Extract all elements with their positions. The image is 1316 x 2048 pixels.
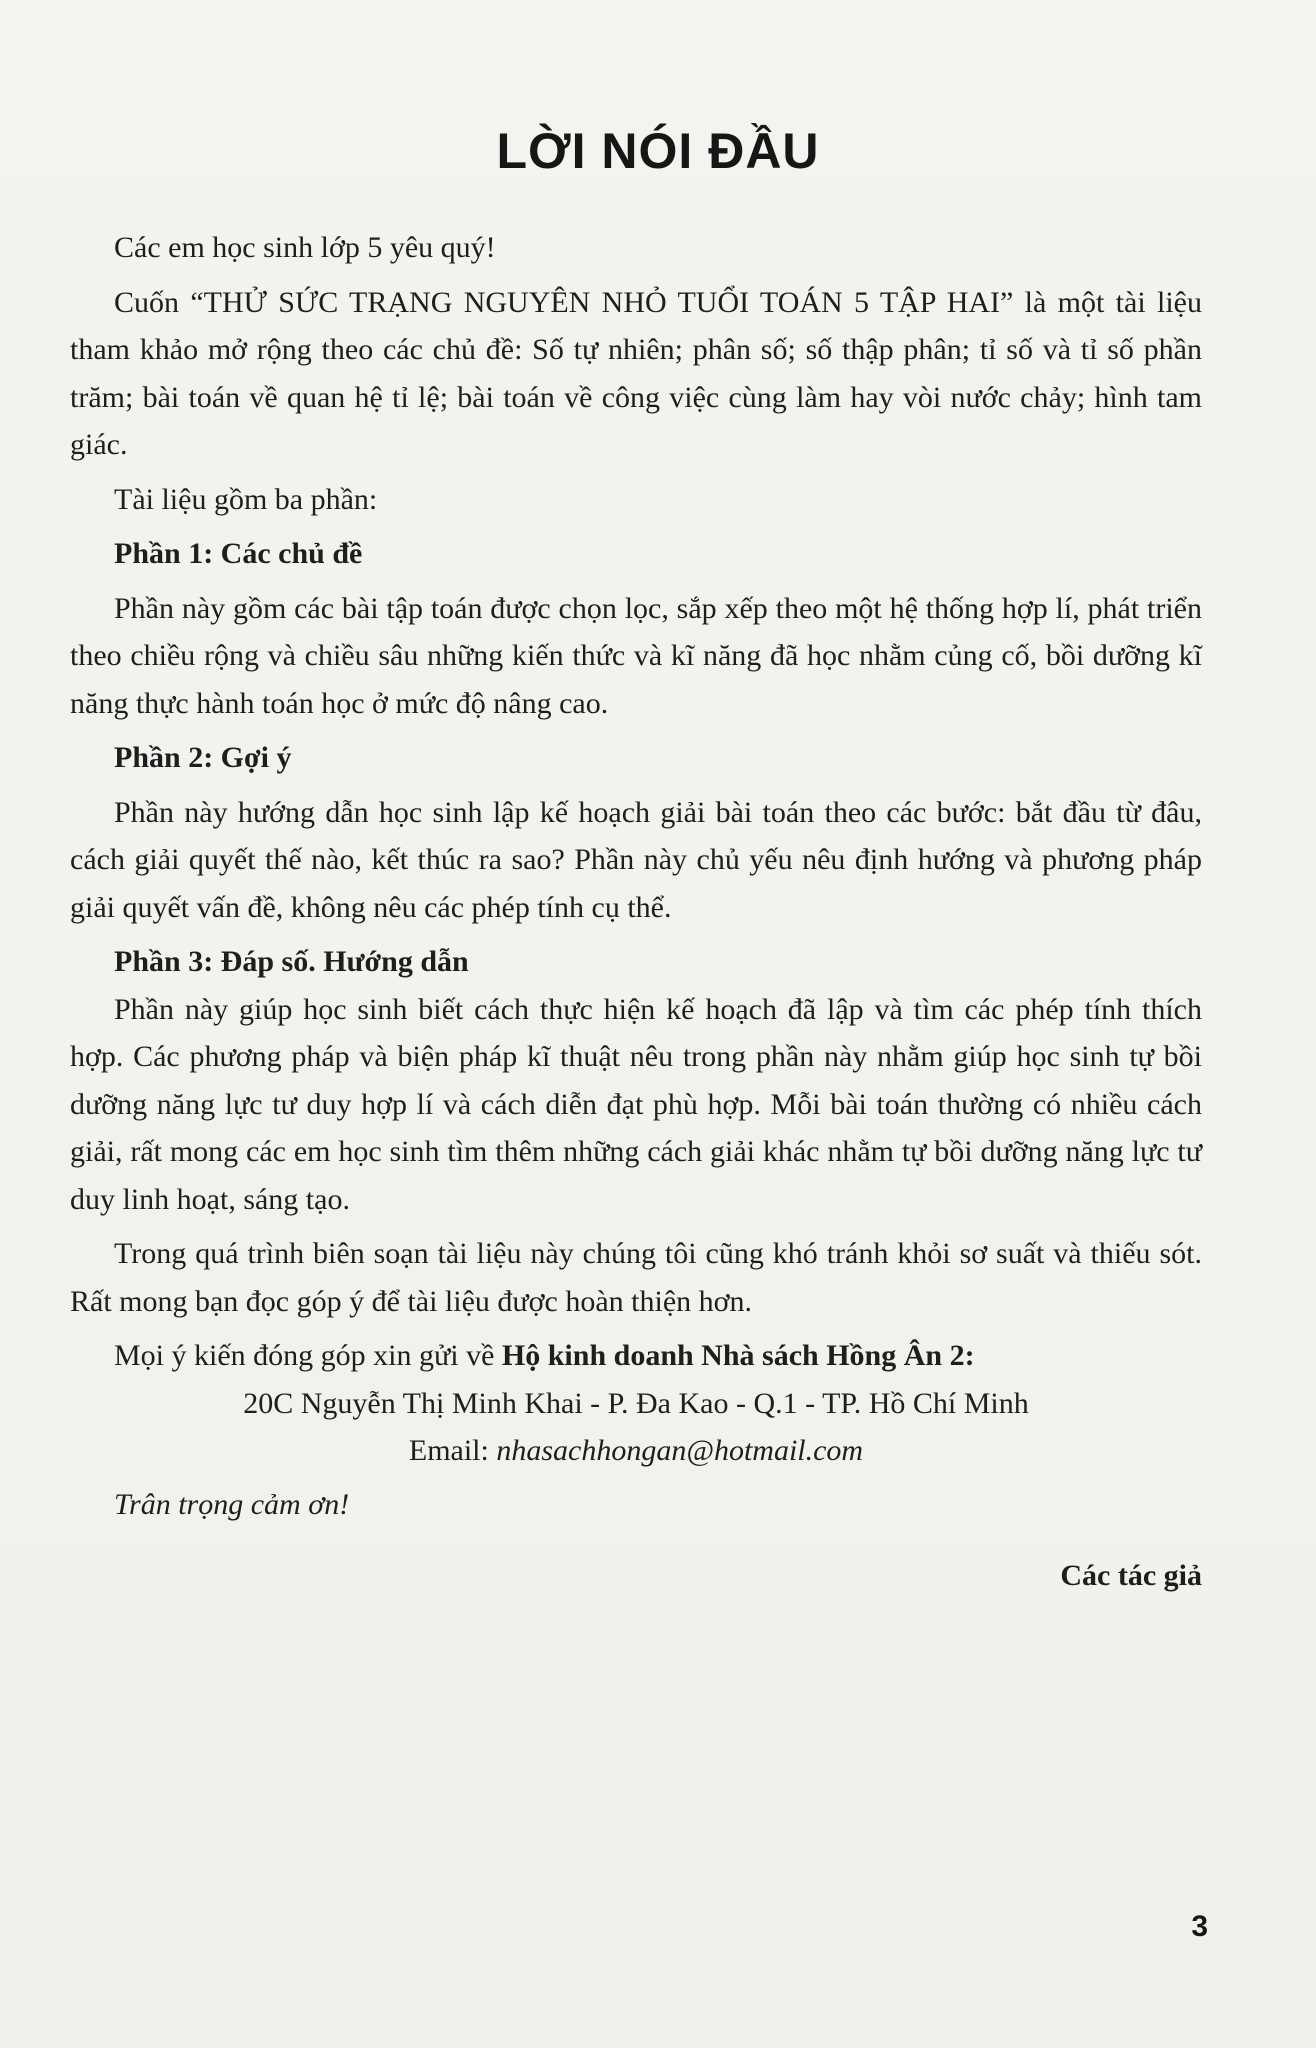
- part-2-heading: Phần 2: Gợi ý: [114, 741, 292, 774]
- publisher-address: 20C Nguyễn Thị Minh Khai - P. Đa Kao - Q.1 - TP. Hồ Chí Minh: [243, 1386, 1029, 1420]
- greeting: Các em học sinh lớp 5 yêu quý!: [114, 231, 496, 264]
- page-number: 3: [1191, 1910, 1208, 1943]
- apology-paragraph: Trong quá trình biên soạn tài liệu này chúng tôi cũng khó tránh khỏi sơ suất và thiếu sót. Rất mong bạn đọc góp ý để tài liệu được hoàn thiện hơn.: [70, 1237, 1202, 1318]
- part-1-text: Phần này gồm các bài tập toán được chọn lọc, sắp xếp theo một hệ thống hợp lí, phát triển theo chiều rộng và chiều sâu những kiến thức và kĩ năng đã học nhằm củng cố, bồi dưỡng kĩ năng thực hành toán học ở mức độ nâng cao.: [70, 591, 1202, 720]
- email-line: [70, 1427, 1202, 1475]
- intro-paragraph: Cuốn “THỬ SỨC TRẠNG NGUYÊN NHỎ TUỔI TOÁN 5 TẬP HAI” là một tài liệu tham khảo mở rộng theo các chủ đề: Số tự nhiên; phân số; số thập phân; tỉ số và tỉ số phần trăm; bài toán về quan hệ tỉ lệ; bài toán về công việc cùng làm hay vòi nước chảy; hình tam giác.: [70, 285, 1202, 461]
- thanks-line: Trân trọng cảm ơn!: [114, 1487, 350, 1521]
- contact-line: [70, 1332, 1202, 1380]
- part-3-text: Phần này giúp học sinh biết cách thực hiện kế hoạch đã lập và tìm các phép tính thích hợp. Các phương pháp và biện pháp kĩ thuật nêu trong phần này nhằm giúp học sinh tự bồi dưỡng năng lực tư duy hợp lí và cách diễn đạt phù hợp. Mỗi bài toán thường có nhiều cách giải, rất mong các em học sinh tìm thêm những cách giải khác nhằm tự bồi dưỡng năng lực tư duy linh hoạt, sáng tạo.: [70, 992, 1202, 1216]
- email-address: nhasachhongan@hotmail.com: [496, 1434, 864, 1467]
- parts-intro: Tài liệu gồm ba phần:: [114, 482, 378, 516]
- part-2-text: Phần này hướng dẫn học sinh lập kế hoạch giải bài toán theo các bước: bắt đầu từ đâu, cách giải quyết thế nào, kết thúc ra sao? Phần này chủ yếu nêu định hướng và phương pháp giải quyết vấn đề, không nêu các phép tính cụ thể.: [70, 795, 1202, 924]
- part-1-heading: Phần 1: Các chủ đề: [114, 537, 363, 570]
- page-body: [70, 224, 1202, 1600]
- part-3-heading: Phần 3: Đáp số. Hướng dẫn: [114, 945, 469, 978]
- contact-prefix: Mọi ý kiến đóng góp xin gửi về: [114, 1339, 502, 1372]
- publisher-name: Hộ kinh doanh Nhà sách Hồng Ân 2:: [501, 1339, 975, 1372]
- page-title: LỜI NÓI ĐẦU: [496, 123, 820, 179]
- signature: Các tác giả: [1060, 1559, 1202, 1592]
- email-label: Email:: [408, 1434, 497, 1467]
